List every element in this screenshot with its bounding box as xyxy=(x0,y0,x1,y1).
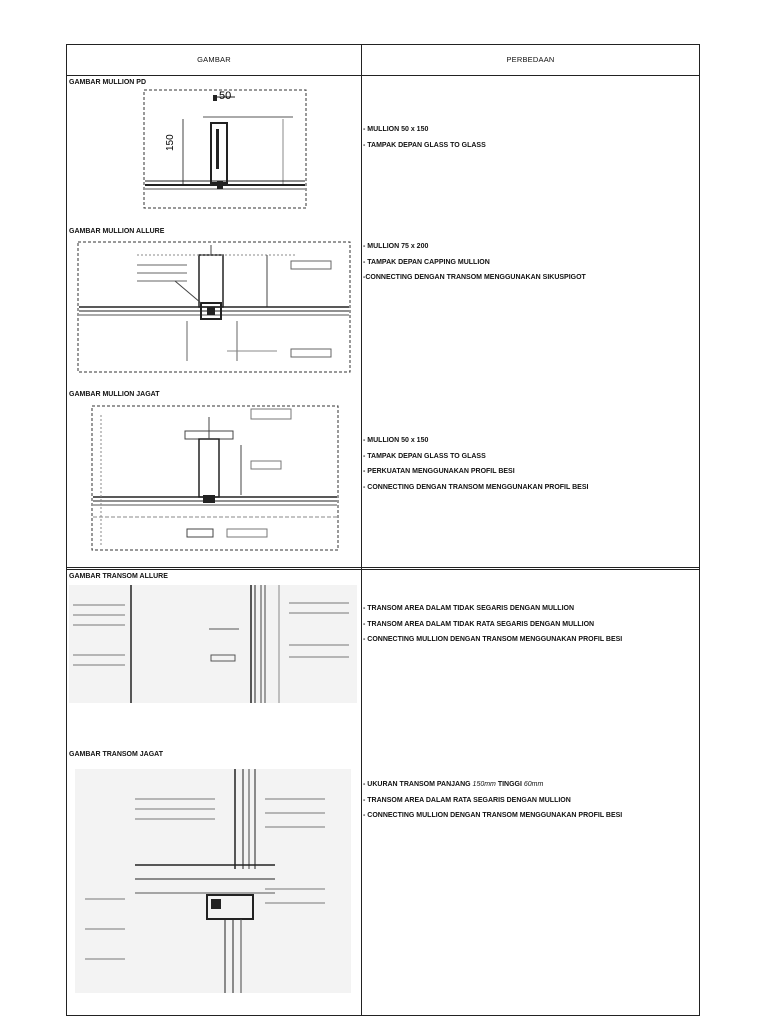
comparison-table xyxy=(66,44,700,1016)
note-line: - PERKUATAN MENGGUNAKAN PROFIL BESI xyxy=(363,468,515,475)
note-line: - TRANSOM AREA DALAM RATA SEGARIS DENGAN MULLION xyxy=(363,796,571,804)
column-divider xyxy=(361,45,362,1015)
note-line: - TAMPAK DEPAN GLASS TO GLASS xyxy=(363,141,486,149)
mullion-allure-drawing xyxy=(77,241,351,373)
note-line: - MULLION 75 x 200 xyxy=(363,243,429,250)
transom-allure-notes xyxy=(363,601,622,648)
section-divider-double xyxy=(67,569,699,570)
mullion-pd-notes xyxy=(363,122,486,153)
mullion-allure-notes xyxy=(363,239,586,286)
mullion-jagat-drawing xyxy=(91,405,339,551)
mullion-pd-title: GAMBAR MULLION PD xyxy=(69,79,146,86)
note-line: - CONNECTING MULLION DENGAN TRANSOM MENGGUNAKAN PROFIL BESI xyxy=(363,812,623,819)
mullion-jagat-notes xyxy=(363,433,588,495)
transom-jagat-notes xyxy=(363,777,622,824)
mullion-jagat-title: GAMBAR MULLION JAGAT xyxy=(69,391,160,398)
note-line: - MULLION 50 x 150 xyxy=(363,126,429,133)
transom-jagat-title: GAMBAR TRANSOM JAGAT xyxy=(69,751,163,758)
note-line: - CONNECTING MULLION DENGAN TRANSOM MENGGUNAKAN PROFIL BESI xyxy=(363,636,623,643)
mullion-allure-title: GAMBAR MULLION ALLURE xyxy=(69,228,165,235)
mullion-pd-dim-side: 150 xyxy=(165,134,176,151)
section-divider xyxy=(67,567,699,568)
mullion-pd-dim-top: 50 xyxy=(219,90,232,102)
mullion-pd-drawing xyxy=(143,89,307,209)
note-line: - UKURAN TRANSOM PANJANG 150mm TINGGI 60mm xyxy=(363,781,544,788)
transom-allure-title: GAMBAR TRANSOM ALLURE xyxy=(69,573,168,580)
note-line: - CONNECTING DENGAN TRANSOM MENGGUNAKAN PROFIL BESI xyxy=(363,483,589,491)
note-line: - TAMPAK DEPAN GLASS TO GLASS xyxy=(363,452,486,460)
transom-jagat-drawing xyxy=(75,769,351,993)
note-line: - TRANSOM AREA DALAM TIDAK RATA SEGARIS DENGAN MULLION xyxy=(363,620,595,628)
note-line: - TAMPAK DEPAN CAPPING MULLION xyxy=(363,258,490,266)
note-line: - MULLION 50 x 150 xyxy=(363,437,429,444)
transom-allure-drawing xyxy=(69,585,357,703)
note-line: -CONNECTING DENGAN TRANSOM MENGGUNAKAN SIKUSPIGOT xyxy=(363,274,586,281)
perbedaan-column-header: PERBEDAAN xyxy=(506,55,555,64)
gambar-column-header: GAMBAR xyxy=(197,55,231,64)
header-divider xyxy=(67,75,699,76)
note-line: - TRANSOM AREA DALAM TIDAK SEGARIS DENGAN MULLION xyxy=(363,605,575,612)
